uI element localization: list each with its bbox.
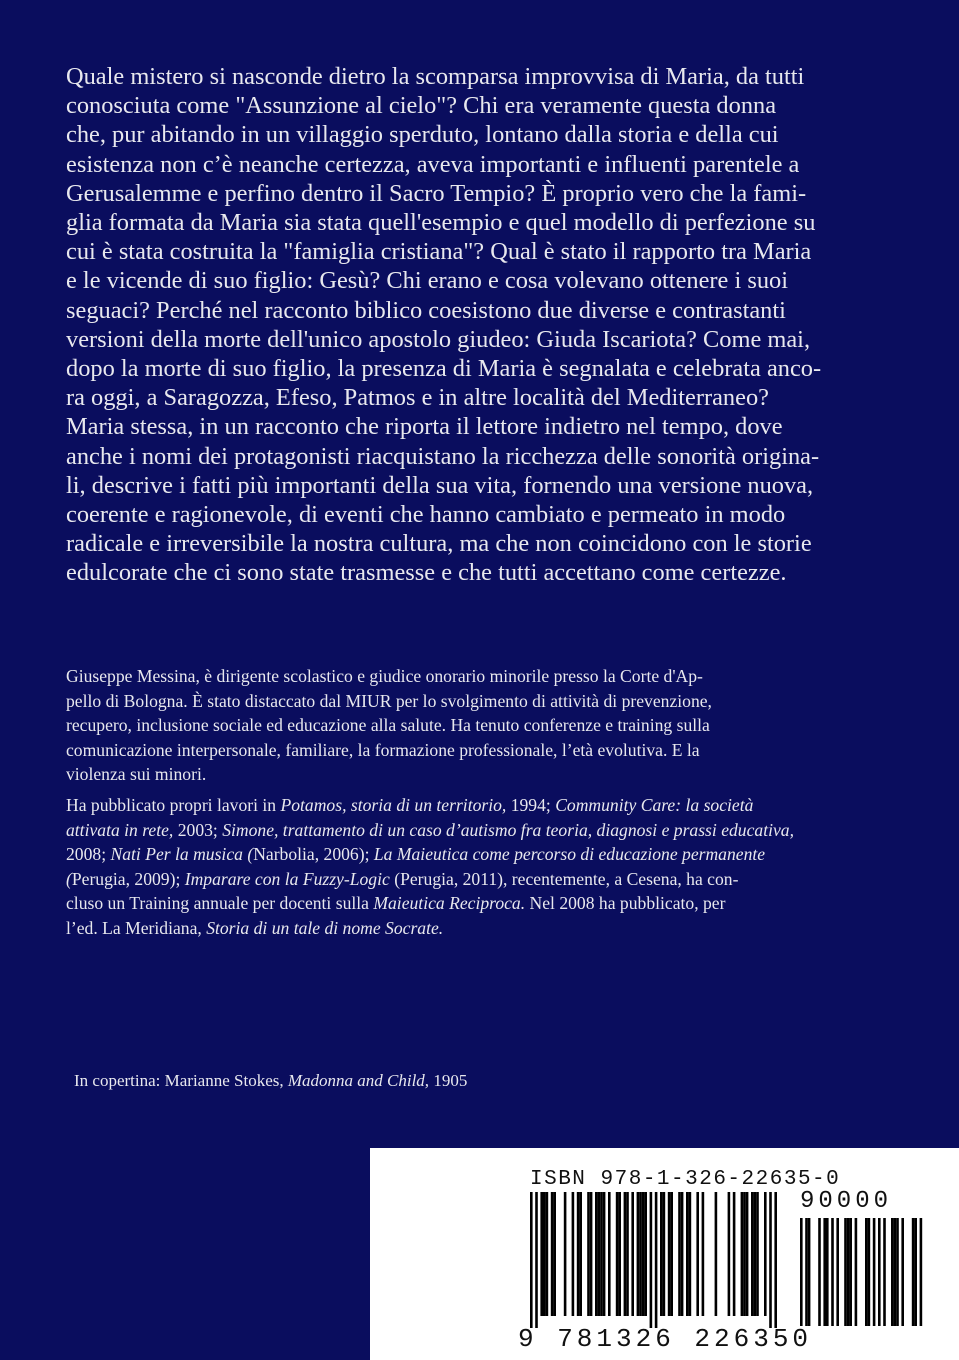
book-title: attivata in rete, xyxy=(66,819,174,840)
barcode-bar xyxy=(608,1192,611,1316)
barcode-bar xyxy=(572,1192,575,1316)
bio-line: violenza sui minori. xyxy=(66,764,207,785)
book-title: Maieutica Reciproca. xyxy=(373,893,526,914)
addon-bar xyxy=(920,1218,923,1326)
addon-bar xyxy=(847,1218,850,1326)
isbn-label: ISBN 978-1-326-22635-0 xyxy=(530,1168,841,1191)
addon-bar xyxy=(912,1218,915,1326)
book-title: Community Care: la società xyxy=(555,794,754,815)
barcode-bar xyxy=(743,1192,746,1316)
blurb-line: Quale mistero si nasconde dietro la scomparsa improvvisa di Maria, da tutti xyxy=(66,63,805,90)
addon-bar xyxy=(901,1218,904,1326)
addon-bar xyxy=(823,1218,826,1326)
barcode-bar xyxy=(590,1192,593,1316)
author-bio xyxy=(66,664,896,941)
addon-bar xyxy=(896,1218,899,1326)
blurb-line: dopo la morte di suo figlio, la presenza di Maria è segnalata e celebrata anco- xyxy=(66,355,822,383)
ean-digits: 9 781326 226350 xyxy=(518,1324,813,1354)
addon-bar xyxy=(818,1218,821,1326)
barcode-bar xyxy=(618,1192,621,1316)
blurb-line: radicale e irreversibile la nostra cultura, ma che non coincidono con le storie xyxy=(66,530,812,558)
barcode-bar xyxy=(577,1192,580,1316)
barcode-bar xyxy=(715,1192,718,1316)
book-title: Simone, trattamento di un caso d’autismo fra teoria, diagnosi e prassi educativa, xyxy=(222,819,794,840)
addon-bar xyxy=(826,1218,829,1326)
barcode-bar xyxy=(678,1192,681,1316)
addon-bar xyxy=(883,1218,886,1326)
barcode-bar xyxy=(616,1192,619,1316)
book-title: Nati Per la musica ( xyxy=(110,844,254,865)
barcode-guard-bar xyxy=(530,1192,533,1328)
barcode-bar xyxy=(553,1192,556,1316)
text: ( xyxy=(66,868,72,889)
barcode-bar xyxy=(681,1192,684,1316)
barcode-bar xyxy=(728,1192,731,1316)
barcode-bar xyxy=(733,1192,736,1316)
blurb-line: e le vicende di suo figlio: Gesù? Chi erano e cosa volevano ottenere i suoi xyxy=(66,267,789,295)
blurb-line: cui è stata costruita la "famiglia cristiana"? Qual è stato il rapporto tra Maria xyxy=(66,238,812,266)
text: Perugia, 2009); xyxy=(71,868,185,889)
blurb-line: ra oggi, a Saragozza, Efeso, Patmos e in altre località del Mediterraneo? xyxy=(66,384,769,412)
publications-line xyxy=(66,793,896,818)
addon-bar xyxy=(868,1218,871,1326)
blurb-line: che, pur abitando in un villaggio sperduto, lontano dalla storia e della cui xyxy=(66,121,779,149)
addon-bar xyxy=(808,1218,811,1326)
addon-bar xyxy=(831,1218,834,1326)
barcode-guard-bar xyxy=(535,1192,538,1328)
addon-bar xyxy=(891,1218,894,1326)
barcode-bar xyxy=(696,1192,699,1316)
blurb-line: glia formata da Maria sia stata quell'esempio e quel modello di perfezione su xyxy=(66,209,816,237)
bio-line: pello di Bologna. È stato distaccato dal MIUR per lo svolgimento di attività di prevenzione, xyxy=(66,690,712,711)
barcode-bar xyxy=(598,1192,601,1316)
blurb-line: esistenza non c’è neanche certezza, aveva importanti e influenti parentele a xyxy=(66,150,800,178)
barcode-bar xyxy=(637,1192,640,1316)
text: Ha pubblicato propri lavori in xyxy=(66,794,281,815)
barcode-bar xyxy=(660,1192,663,1316)
blurb-line: Gerusalemme e perfino dentro il Sacro Tempio? È proprio vero che la fami- xyxy=(66,179,807,207)
cover-credit xyxy=(74,1070,467,1092)
barcode-bar xyxy=(754,1192,757,1316)
barcode-bar xyxy=(686,1192,689,1316)
barcode-bar xyxy=(644,1192,647,1316)
barcode-guard-bar xyxy=(769,1192,772,1328)
isbn-barcode-box xyxy=(370,1148,959,1360)
text: (Perugia, 2011), recentemente, a Cesena, ha con- xyxy=(389,868,739,889)
blurb-line: Maria stessa, in un racconto che riporta il lettore indietro nel tempo, dove xyxy=(66,413,783,441)
bio-line: Giuseppe Messina, è dirigente scolastico e giudice onorario minorile presso la Corte d'Ap- xyxy=(66,666,703,686)
blurb-line: conosciuta come "Assunzione al cielo"? Chi era veramente questa donna xyxy=(66,92,777,120)
ean-barcode xyxy=(530,1192,790,1328)
barcode-bar xyxy=(551,1192,554,1316)
barcode-bar xyxy=(639,1192,642,1316)
book-title: Imparare con la Fuzzy-Logic xyxy=(184,868,390,889)
back-cover-blurb xyxy=(66,62,896,588)
barcode-bar xyxy=(587,1192,590,1316)
credit-prefix: In copertina: Marianne Stokes, xyxy=(74,1071,288,1090)
blurb-line: li, descrive i fatti più importanti della sua vita, fornendo una versione nuova, xyxy=(66,471,814,499)
publications-line xyxy=(66,867,896,892)
text: cluso un Training annuale per docenti sulla xyxy=(66,893,374,914)
publications-line xyxy=(66,891,896,916)
barcode-bar xyxy=(564,1192,567,1316)
barcode-bar xyxy=(663,1192,666,1316)
barcode-bar xyxy=(668,1192,671,1316)
addon-bar xyxy=(873,1218,876,1326)
barcode-bar xyxy=(642,1192,645,1316)
addon-bar xyxy=(805,1218,808,1326)
blurb-line: anche i nomi dei protagonisti riacquistano la ricchezza delle sonorità origina- xyxy=(66,442,820,470)
barcode-bar xyxy=(546,1192,549,1316)
blurb-line: seguaci? Perché nel racconto biblico coesistono due diverse e contrastanti xyxy=(66,296,786,324)
barcode-bar xyxy=(631,1192,634,1316)
addon-bar xyxy=(878,1218,881,1326)
bio-line: recupero, inclusione sociale ed educazione alla salute. Ha tenuto conferenze e training sulla xyxy=(66,715,710,736)
addon-bar xyxy=(914,1218,917,1326)
barcode-bar xyxy=(689,1192,692,1316)
barcode-guard-bar xyxy=(774,1192,777,1328)
text: 2003; xyxy=(173,819,223,840)
addon-bar xyxy=(800,1218,803,1326)
barcode-bar xyxy=(595,1192,598,1316)
barcode-guard-bar xyxy=(650,1192,653,1328)
barcode-guard-bar xyxy=(655,1192,658,1328)
text: l’ed. La Meridiana, xyxy=(66,917,207,938)
text: 2008; xyxy=(66,844,111,865)
barcode-bar xyxy=(540,1192,543,1316)
barcode-bar xyxy=(751,1192,754,1316)
barcode-bar xyxy=(741,1192,744,1316)
artwork-year: 1905 xyxy=(429,1071,468,1090)
blurb-line: edulcorate che ci sono state trasmesse e che tutti accettano come certezze. xyxy=(66,559,787,587)
addon-bar xyxy=(849,1218,852,1326)
addon-bar xyxy=(865,1218,868,1326)
barcode-bar xyxy=(543,1192,546,1316)
publications-line xyxy=(66,818,896,843)
addon-barcode xyxy=(800,1218,940,1328)
barcode-bar xyxy=(702,1192,705,1316)
addon-bar xyxy=(894,1218,897,1326)
text: Narbolia, 2006); xyxy=(253,844,374,865)
barcode-bar xyxy=(603,1192,606,1316)
barcode-bar xyxy=(579,1192,582,1316)
barcode-bar xyxy=(670,1192,673,1316)
text: Nel 2008 ha pubblicato, per xyxy=(525,893,726,914)
publications-line xyxy=(66,842,896,867)
blurb-line: versioni della morte dell'unico apostolo giudeo: Giuda Iscariota? Come mai, xyxy=(66,325,811,353)
addon-bar xyxy=(836,1218,839,1326)
text: 1994; xyxy=(506,794,556,815)
blurb-line: coerente e ragionevole, di eventi che hanno cambiato e permeato in modo xyxy=(66,501,786,529)
book-title: Storia di un tale di nome Socrate. xyxy=(206,917,444,938)
price-code: 90000 xyxy=(800,1188,893,1215)
barcode-bar xyxy=(624,1192,627,1316)
barcode-bar xyxy=(764,1192,767,1316)
barcode-bar xyxy=(746,1192,749,1316)
artwork-title: Madonna and Child, xyxy=(287,1071,430,1090)
barcode-bar xyxy=(626,1192,629,1316)
barcode-bar xyxy=(600,1192,603,1316)
bio-line: comunicazione interpersonale, familiare, la formazione professionale, l’età evolutiva. E la xyxy=(66,739,700,760)
book-title: Potamos, storia di un territorio, xyxy=(280,794,507,815)
addon-bar xyxy=(844,1218,847,1326)
book-title: La Maieutica come percorso di educazione permanente xyxy=(373,844,766,865)
barcode-bar xyxy=(756,1192,759,1316)
publications-line xyxy=(66,916,896,941)
addon-bar xyxy=(855,1218,858,1326)
